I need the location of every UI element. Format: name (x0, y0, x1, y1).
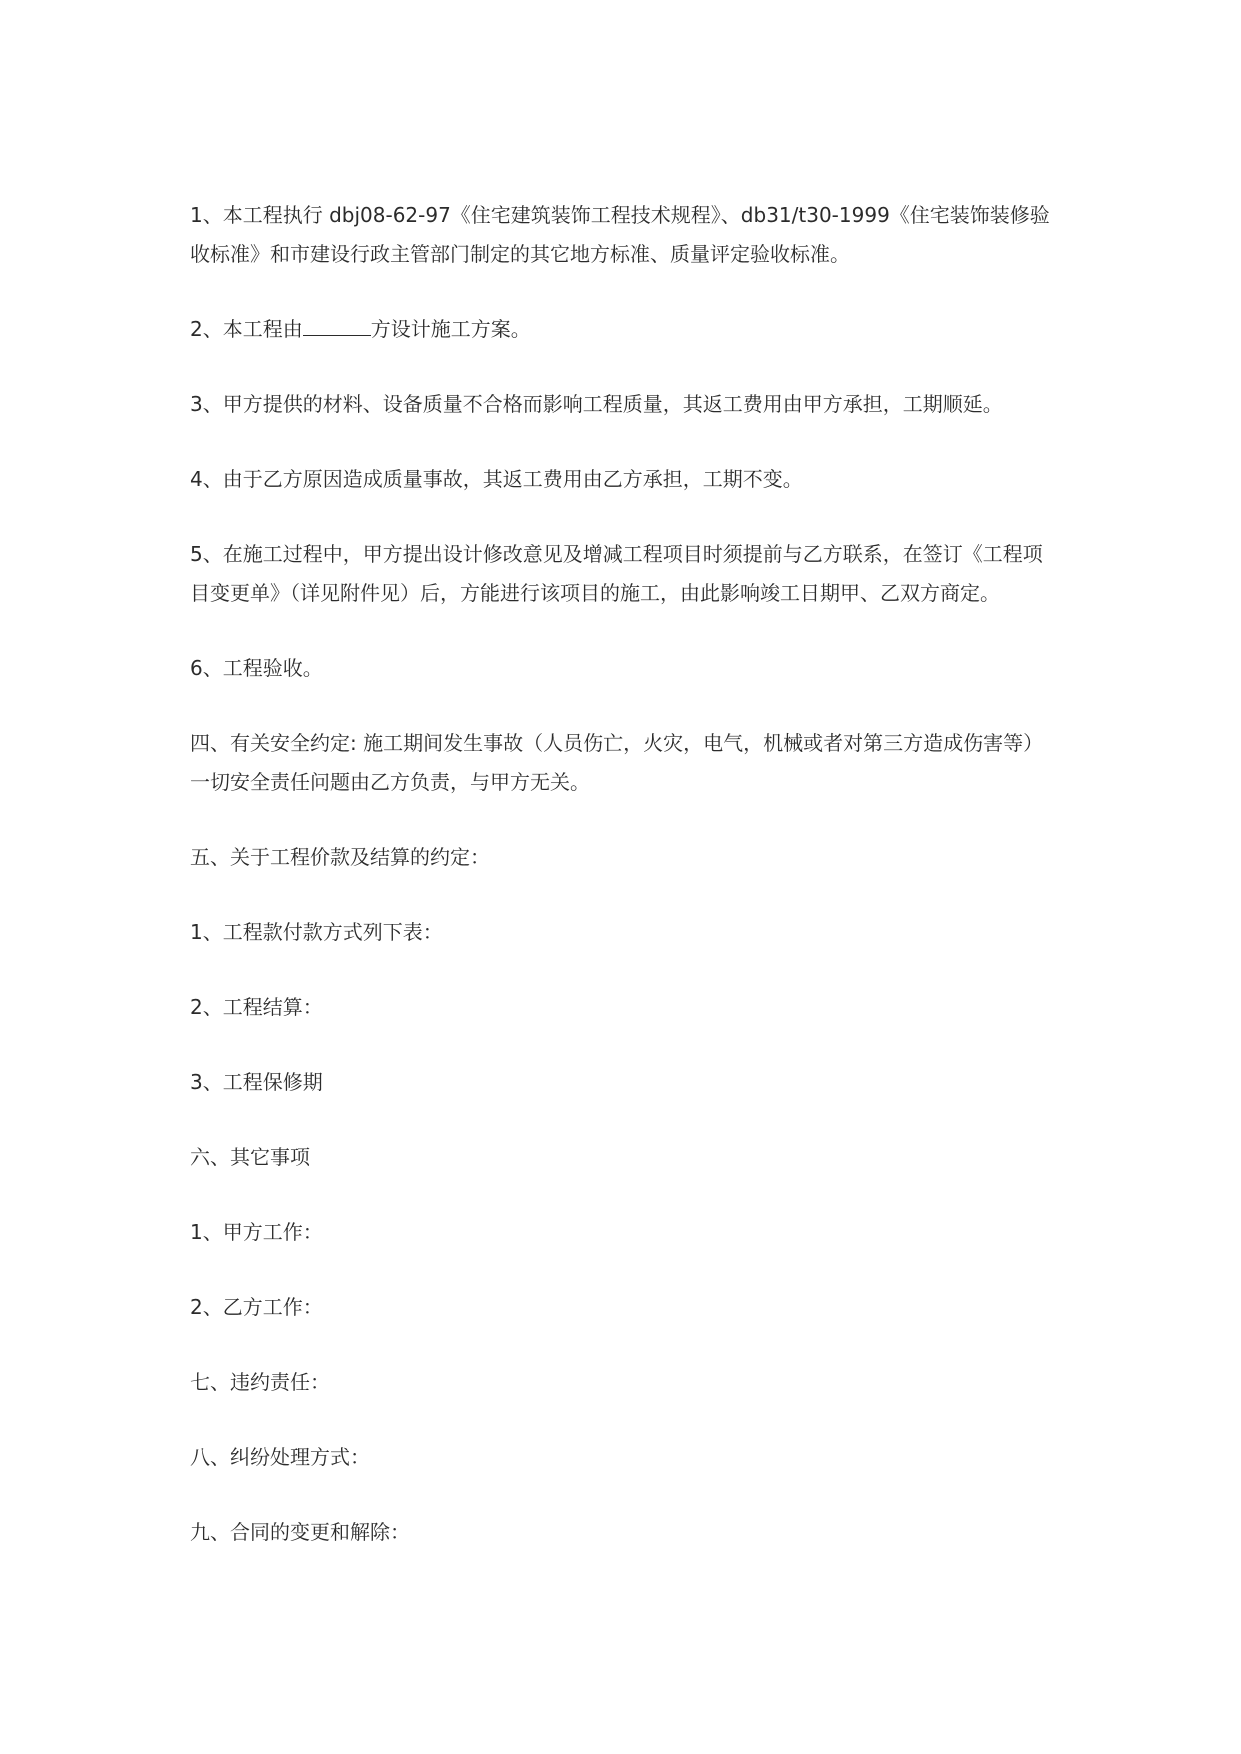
section-6-item-2: 2、乙方工作： (190, 1295, 323, 1319)
section-5-heading: 五、关于工程价款及结算的约定： (190, 845, 490, 869)
section-8-heading: 八、纠纷处理方式： (190, 1445, 370, 1469)
section-5-item-1: 1、工程款付款方式列下表： (190, 920, 443, 944)
paragraph-2-before: 2、本工程由 (190, 317, 303, 341)
paragraph-6: 6、工程验收。 (190, 656, 323, 680)
document-body (190, 196, 1060, 1588)
section-5-item-2: 2、工程结算： (190, 995, 323, 1019)
fill-in-blank (303, 313, 371, 336)
paragraph-2 (190, 310, 1060, 349)
section-6-heading: 六、其它事项 (190, 1145, 310, 1169)
paragraph-3: 3、甲方提供的材料、设备质量不合格而影响工程质量，其返工费用由甲方承担，工期顺延。 (190, 392, 1003, 416)
section-7-heading: 七、违约责任： (190, 1370, 330, 1394)
paragraph-1: 1、本工程执行 dbj08-62-97《住宅建筑装饰工程技术规程》、db31/t30-1999《住宅装饰装修验收标准》和市建设行政主管部门制定的其它地方标准、质量评定验收标准。 (190, 203, 1050, 266)
paragraph-2-after: 方设计施工方案。 (370, 317, 531, 341)
section-6-item-1: 1、甲方工作： (190, 1220, 323, 1244)
paragraph-4: 4、由于乙方原因造成质量事故，其返工费用由乙方承担，工期不变。 (190, 467, 803, 491)
section-9-heading: 九、合同的变更和解除： (190, 1520, 410, 1544)
paragraph-5: 5、在施工过程中，甲方提出设计修改意见及增减工程项目时须提前与乙方联系，在签订《工程项目变更单》（详见附件见）后，方能进行该项目的施工，由此影响竣工日期甲、乙双方商定。 (190, 542, 1043, 605)
section-4-safety: 四、有关安全约定: 施工期间发生事故（人员伤亡，火灾，电气，机械或者对第三方造成伤害等）一切安全责任问题由乙方负责，与甲方无关。 (190, 731, 1044, 794)
section-5-item-3: 3、工程保修期 (190, 1070, 323, 1094)
